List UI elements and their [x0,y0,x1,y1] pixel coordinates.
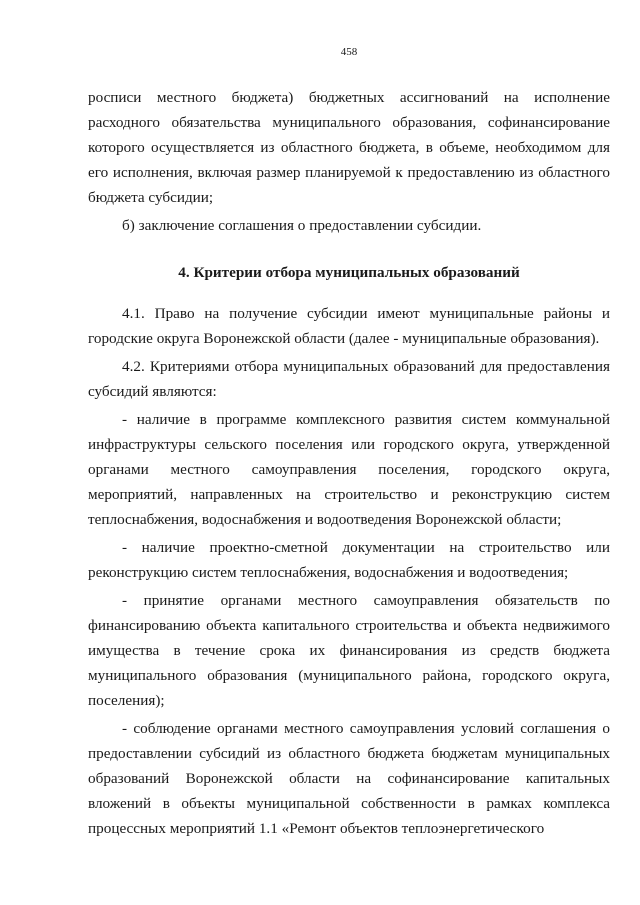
paragraph-4-2: 4.2. Критериями отбора муниципальных образований для предоставления субсидий являются: [88,358,610,400]
paragraph-continuation: росписи местного бюджета) бюджетных ассигнований на исполнение расходного обязательства муниципального образования, софинансирование которого осуществляется из областного бюджета, в объеме, необходимом для его исполнения, включая размер планируемой к предоставлению из областного бюджета субсидии; [88,89,610,206]
paragraph-item-b: б) заключение соглашения о предоставлении субсидии. [122,217,482,234]
criterion-agreement-item: - соблюдение органами местного самоуправления условий соглашения о предоставлении субсидий из областного бюджета бюджетам муниципальных образований Воронежской области на софинансирование капитальных вложений в объекты муниципальной собственности в рамках комплекса процессных мероприятий 1.1 «Ремонт объектов теплоэнергетического [88,720,610,837]
criterion-program-item: - наличие в программе комплексного развития систем коммунальной инфраструктуры сельского поселения или городского округа, утвержденной органами местного самоуправления поселения, городского округа, мероприятий, направленных на строительство и реконструкцию систем теплоснабжения, водоснабжения и водоотведения Воронежской области; [88,411,610,528]
criterion-obligations-item: - принятие органами местного самоуправления обязательств по финансированию объекта капитального строительства и объекта недвижимого имущества в течение срока их финансирования из средств бюджета муниципального образования (муниципального района, городского округа, поселения); [88,592,610,709]
document-page [88,46,610,841]
page-number: 458 [340,46,358,58]
criterion-documentation-item: - наличие проектно-сметной документации на строительство или реконструкцию систем теплоснабжения, водоснабжения и водоотведения; [88,539,610,581]
paragraph-4-1: 4.1. Право на получение субсидии имеют муниципальные районы и городские округа Воронежской области (далее - муниципальные образования). [88,305,610,347]
section-heading: 4. Критерии отбора муниципальных образований [178,264,520,281]
